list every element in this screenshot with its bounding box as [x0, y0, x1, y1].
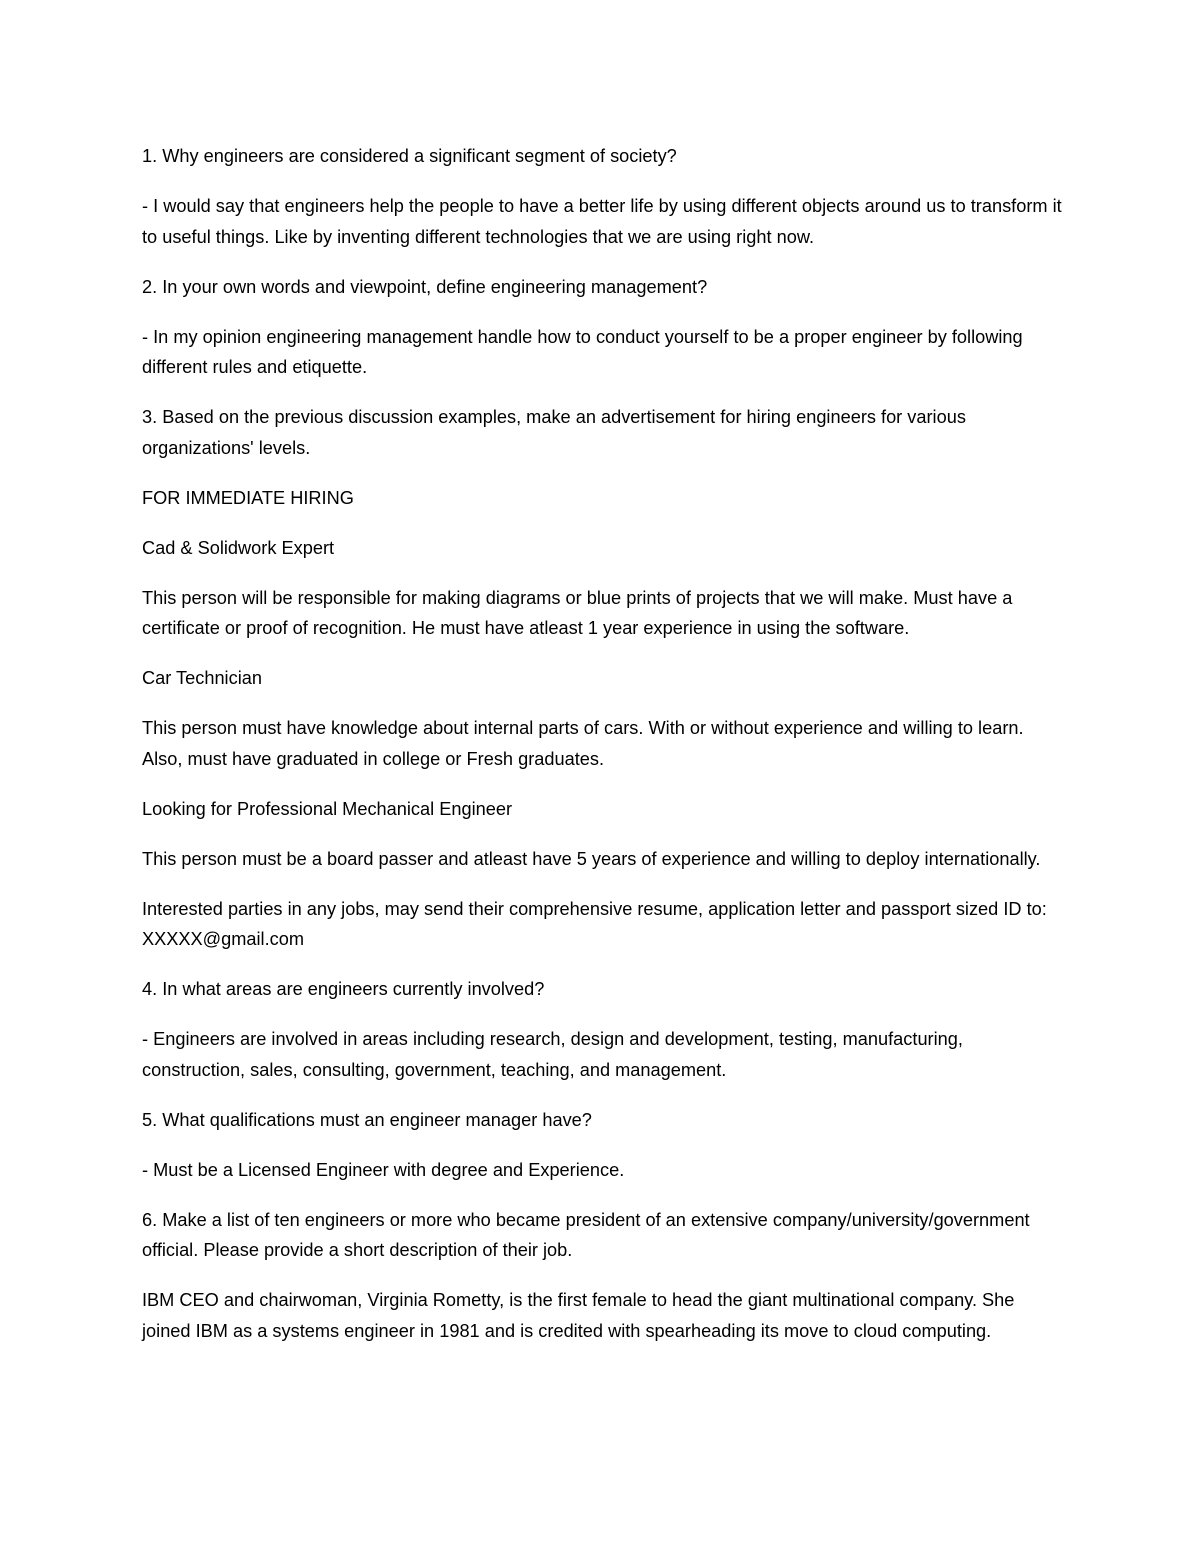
job-description-car-technician: This person must have knowledge about internal parts of cars. With or without experience and willing to learn. Also, must have graduated in college or Fresh graduates. — [142, 718, 1024, 769]
ad-heading: FOR IMMEDIATE HIRING — [142, 487, 354, 508]
job-description-cad-expert: This person will be responsible for making diagrams or blue prints of projects that we will make. Must have a certificate or proof of recognition. He must have atleast 1 year experience in using the software. — [142, 587, 1013, 638]
question-4: 4. In what areas are engineers currently involved? — [142, 979, 545, 999]
application-instructions: Interested parties in any jobs, may send their comprehensive resume, application letter and passport sized ID to: XXXXX@gmail.com — [142, 898, 1047, 949]
answer-1: - I would say that engineers help the people to have a better life by using different objects around us to transform it to useful things. Like by inventing different technologies that we are using right now. — [142, 196, 1062, 247]
question-6: 6. Make a list of ten engineers or more who became president of an extensive company/university/government official. Please provide a short description of their job. — [142, 1209, 1030, 1260]
answer-2: - In my opinion engineering management handle how to conduct yourself to be a proper engineer by following different rules and etiquette. — [142, 326, 1023, 377]
job-title-mechanical-engineer: Looking for Professional Mechanical Engineer — [142, 798, 513, 819]
job-title-car-technician: Car Technician — [142, 668, 262, 688]
question-5: 5. What qualifications must an engineer manager have? — [142, 1109, 592, 1130]
question-1: 1. Why engineers are considered a significant segment of society? — [142, 146, 677, 166]
job-title-cad-expert: Cad & Solidwork Expert — [142, 537, 335, 558]
document-body — [142, 141, 1062, 1366]
question-2: 2. In your own words and viewpoint, define engineering management? — [142, 276, 708, 297]
question-3: 3. Based on the previous discussion examples, make an advertisement for hiring engineers for various organizations' levels. — [142, 407, 966, 458]
answer-4: - Engineers are involved in areas including research, design and development, testing, manufacturing, construction, sales, consulting, government, teaching, and management. — [142, 1029, 963, 1080]
answer-6-paragraph: IBM CEO and chairwoman, Virginia Rometty, is the first female to head the giant multinational company. She joined IBM as a systems engineer in 1981 and is credited with spearheading its move to cloud computing. — [142, 1290, 1015, 1341]
answer-5: - Must be a Licensed Engineer with degree and Experience. — [142, 1159, 625, 1180]
job-description-mechanical-engineer: This person must be a board passer and atleast have 5 years of experience and willing to deploy internationally. — [142, 848, 1041, 869]
